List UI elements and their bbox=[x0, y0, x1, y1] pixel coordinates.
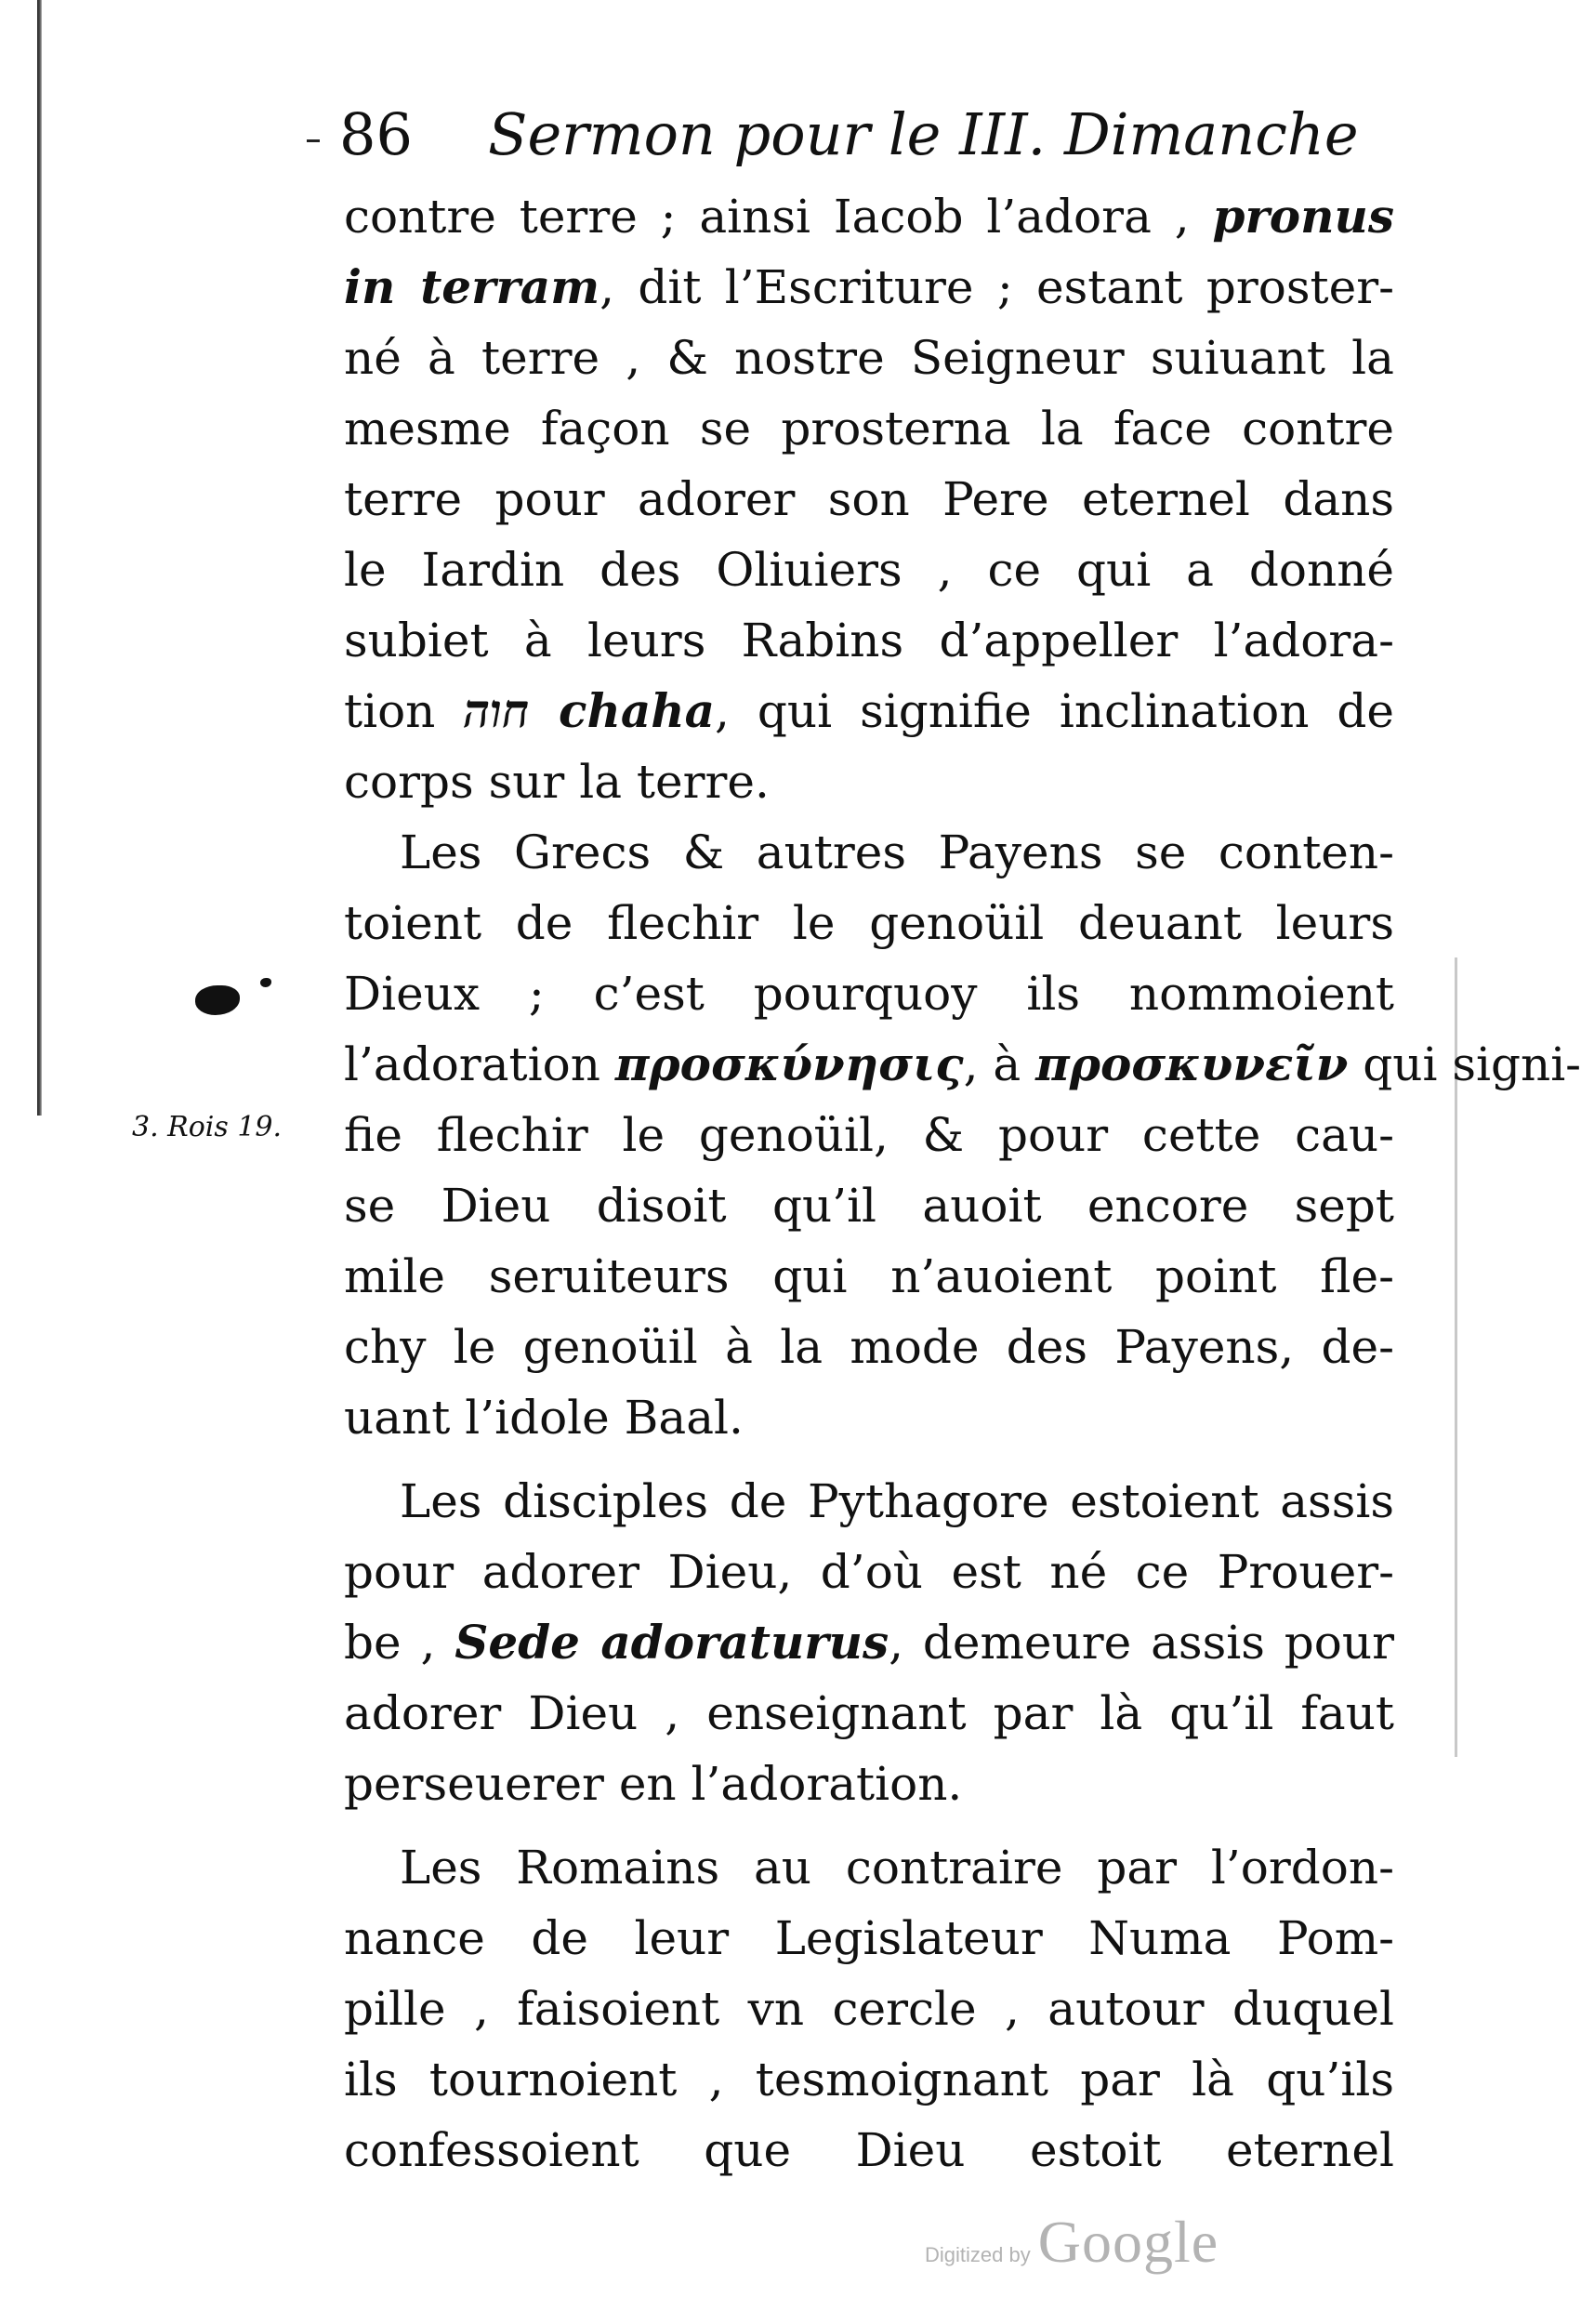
paragraph-gap bbox=[344, 1819, 1394, 1832]
ink-blot bbox=[195, 985, 240, 1015]
margin-note-reference: 3. Rois 19. bbox=[132, 1111, 283, 1143]
running-title: Sermon pour le III. Dimanche bbox=[488, 100, 1359, 168]
text-line: perseuerer en l’adoration. bbox=[344, 1757, 963, 1811]
text-line: in terram, dit l’Escriture ; estant proster- bbox=[344, 259, 1394, 314]
text-line: tion חוה chaha, qui signifie inclination de bbox=[344, 683, 1394, 738]
digitized-by-google-watermark bbox=[925, 2208, 1219, 2277]
watermark-prefix: Digitized by bbox=[925, 2243, 1031, 2266]
running-header bbox=[339, 98, 1394, 181]
printer-dash-mark bbox=[307, 139, 320, 142]
text-line: pour adorer Dieu, d’où est né ce Prouer- bbox=[344, 1545, 1394, 1599]
text-line: Les Grecs & autres Payens se conten- bbox=[400, 825, 1394, 879]
text-line: l’adoration προσκύνησις, à προσκυνεῖν qui signi- bbox=[344, 1037, 1581, 1091]
body-text bbox=[344, 181, 1581, 2185]
text-line: subiet à leurs Rabins d’appeller l’adora- bbox=[344, 614, 1394, 667]
text-line: uant l’idole Baal. bbox=[344, 1391, 744, 1445]
text-line: be , Sede adoraturus, demeure assis pour bbox=[344, 1615, 1394, 1670]
google-logo: Google bbox=[1037, 2209, 1219, 2275]
book-page bbox=[339, 98, 1581, 2185]
text-line: contre terre ; ainsi Iacob l’adora , pronus bbox=[344, 189, 1394, 244]
text-line: chy le genoüil à la mode des Payens, de- bbox=[344, 1320, 1394, 1374]
paragraph-gap bbox=[344, 1453, 1394, 1466]
text-line: terre pour adorer son Pere eternel dans bbox=[344, 472, 1394, 526]
text-line: né à terre , & nostre Seigneur suiuant la bbox=[344, 331, 1394, 385]
text-line: adorer Dieu , enseignant par là qu’il faut bbox=[344, 1686, 1394, 1740]
text-line: le Iardin des Oliuiers , ce qui a donné bbox=[344, 543, 1394, 597]
text-line: nance de leur Legislateur Numa Pom- bbox=[344, 1911, 1394, 1965]
text-line: Dieux ; c’est pourquoy ils nommoient bbox=[344, 967, 1394, 1021]
text-line: Les Romains au contraire par l’ordon- bbox=[400, 1841, 1394, 1895]
text-line: ils tournoient , tesmoignant par là qu’ils bbox=[344, 2053, 1394, 2106]
text-line: pille , faisoient vn cercle , autour duquel bbox=[344, 1982, 1394, 2036]
text-line: toient de flechir le genoüil deuant leurs bbox=[344, 896, 1394, 950]
binding-edge bbox=[37, 0, 42, 1116]
text-line: Les disciples de Pythagore estoient assis bbox=[400, 1474, 1394, 1528]
text-line: corps sur la terre. bbox=[344, 755, 770, 809]
text-line: fie flechir le genoüil, & pour cette cau- bbox=[344, 1108, 1394, 1162]
text-line: mile seruiteurs qui n’auoient point fle- bbox=[344, 1249, 1394, 1303]
text-line: confessoient que Dieu estoit eternel bbox=[344, 2123, 1394, 2177]
text-line: se Dieu disoit qu’il auoit encore sept bbox=[344, 1179, 1394, 1233]
ink-blot-small bbox=[260, 978, 271, 987]
page-number: 86 bbox=[339, 100, 413, 168]
text-line: mesme façon se prosterna la face contre bbox=[344, 402, 1394, 456]
